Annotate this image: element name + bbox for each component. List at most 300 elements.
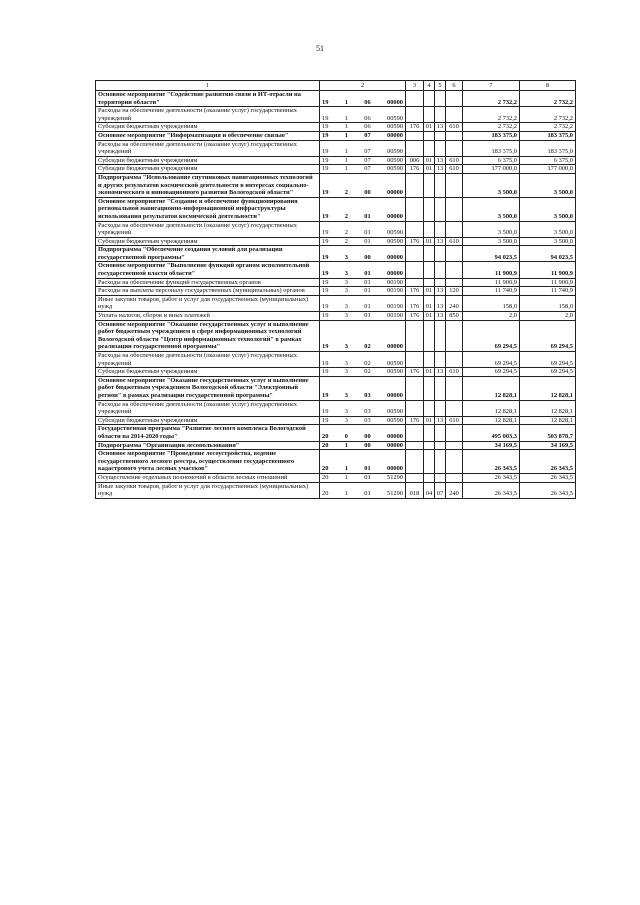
row-ministry <box>406 320 424 351</box>
target-code-part: 2 <box>344 229 348 237</box>
row-expense-type: 610 <box>446 237 463 246</box>
target-code-part: 00590 <box>387 237 403 245</box>
row-expense-type: 850 <box>446 312 463 321</box>
row-amount-year-2: 34 169,5 <box>520 441 576 450</box>
table-row <box>96 140 576 156</box>
row-amount-year-2: 183 375,0 <box>520 140 576 156</box>
row-ministry: 176 <box>406 237 424 246</box>
target-code-part: 3 <box>344 416 348 424</box>
row-subsection <box>435 450 446 474</box>
row-amount-year-1: 2,0 <box>463 312 520 321</box>
target-code-part: 3 <box>344 368 348 376</box>
target-code-part: 01 <box>364 465 371 473</box>
target-code-parts <box>320 392 405 400</box>
table-row <box>96 91 576 107</box>
table-row <box>96 173 576 197</box>
target-code-part: 00 <box>364 189 371 197</box>
row-ministry <box>406 450 424 474</box>
row-amount-year-1: 11 900,9 <box>463 262 520 278</box>
target-code-part: 00590 <box>387 408 403 416</box>
target-code-parts <box>320 465 405 473</box>
row-section <box>424 278 435 287</box>
row-ministry <box>406 425 424 441</box>
target-code-parts <box>320 123 405 131</box>
row-amount-year-1: 2 732,2 <box>463 123 520 132</box>
row-subsection <box>435 262 446 278</box>
row-ministry <box>406 197 424 221</box>
row-amount-year-2: 3 500,0 <box>520 221 576 237</box>
target-code-part: 00190 <box>387 287 403 295</box>
table-row <box>96 123 576 132</box>
target-code-parts <box>320 148 405 156</box>
target-code-part: 03 <box>364 408 371 416</box>
target-code-part: 19 <box>322 270 329 278</box>
target-code-part: 19 <box>322 148 329 156</box>
row-amount-year-2: 158,0 <box>520 295 576 311</box>
row-target-code <box>320 278 406 287</box>
row-target-code <box>320 197 406 221</box>
target-code-part: 00000 <box>387 465 403 473</box>
target-code-part: 20 <box>322 490 329 498</box>
row-subsection: 13 <box>435 368 446 377</box>
target-code-part: 06 <box>364 114 371 122</box>
row-expense-type: 610 <box>446 165 463 174</box>
row-section <box>424 173 435 197</box>
target-code-part: 1 <box>344 465 348 473</box>
header-cell: 7 <box>463 81 520 91</box>
target-code-part: 1 <box>344 490 348 498</box>
target-code-part: 00190 <box>387 278 403 286</box>
target-code-part: 3 <box>344 253 348 261</box>
row-amount-year-1: 69 294,5 <box>463 352 520 368</box>
row-name: Основное мероприятие "Выполнение функций органом исполнительной государственной власти области" <box>96 262 320 278</box>
row-subsection <box>435 278 446 287</box>
row-target-code <box>320 295 406 311</box>
table-row <box>96 165 576 174</box>
row-subsection <box>435 107 446 123</box>
target-code-part: 07 <box>364 156 371 164</box>
row-section <box>424 246 435 262</box>
row-section <box>424 221 435 237</box>
budget-table <box>95 80 576 499</box>
row-amount-year-1: 69 294,5 <box>463 368 520 377</box>
row-amount-year-1: 177 000,0 <box>463 165 520 174</box>
target-code-part: 00000 <box>387 432 403 440</box>
target-code-part: 01 <box>364 229 371 237</box>
target-code-part: 06 <box>364 98 371 106</box>
row-section <box>424 441 435 450</box>
row-expense-type <box>446 221 463 237</box>
row-amount-year-1: 3 500,0 <box>463 221 520 237</box>
row-ministry <box>406 473 424 482</box>
table-row <box>96 156 576 165</box>
row-ministry <box>406 140 424 156</box>
row-target-code <box>320 441 406 450</box>
header-cell: 6 <box>446 81 463 91</box>
target-code-part: 20 <box>322 465 329 473</box>
row-amount-year-1: 158,0 <box>463 295 520 311</box>
row-target-code <box>320 450 406 474</box>
target-code-part: 00000 <box>387 253 403 261</box>
row-name: Уплата налогов, сборов и иных платежей <box>96 312 320 321</box>
table-row <box>96 320 576 351</box>
row-name: Государственная программа "Развитие лесного комплекса Вологодской области на 2014-2020 годы" <box>96 425 320 441</box>
row-subsection <box>435 197 446 221</box>
table-row <box>96 450 576 474</box>
row-expense-type: 610 <box>446 368 463 377</box>
target-code-parts <box>320 442 405 450</box>
target-code-part: 1 <box>344 441 348 449</box>
target-code-part: 00590 <box>387 229 403 237</box>
row-name: Субсидии бюджетным учреждениям <box>96 416 320 425</box>
target-code-parts <box>320 254 405 262</box>
row-section: 04 <box>424 482 435 498</box>
table-row <box>96 376 576 400</box>
row-amount-year-1: 2 732,2 <box>463 91 520 107</box>
target-code-part: 3 <box>344 312 348 320</box>
target-code-parts <box>320 433 405 441</box>
row-subsection: 13 <box>435 165 446 174</box>
target-code-part: 3 <box>344 303 348 311</box>
row-subsection <box>435 425 446 441</box>
row-section: 01 <box>424 295 435 311</box>
row-name: Субсидии бюджетным учреждениям <box>96 123 320 132</box>
row-amount-year-2: 3 500,0 <box>520 237 576 246</box>
header-cell: 2 <box>320 81 406 91</box>
target-code-part: 19 <box>322 114 329 122</box>
row-amount-year-2: 11 900,9 <box>520 262 576 278</box>
target-code-part: 19 <box>322 359 329 367</box>
row-target-code <box>320 156 406 165</box>
row-expense-type <box>446 173 463 197</box>
row-ministry <box>406 400 424 416</box>
row-expense-type <box>446 352 463 368</box>
row-name: Иные закупки товаров, работ и услуг для государственных (муниципальных) нужд <box>96 295 320 311</box>
row-section: 01 <box>424 416 435 425</box>
row-section <box>424 352 435 368</box>
row-section: 01 <box>424 237 435 246</box>
row-target-code <box>320 91 406 107</box>
row-expense-type: 240 <box>446 482 463 498</box>
row-ministry <box>406 376 424 400</box>
target-code-part: 00 <box>364 253 371 261</box>
target-code-part: 02 <box>364 343 371 351</box>
row-subsection <box>435 131 446 140</box>
header-cell: 5 <box>435 81 446 91</box>
row-subsection <box>435 221 446 237</box>
row-subsection: 13 <box>435 156 446 165</box>
target-code-part: 1 <box>344 165 348 173</box>
row-name: Основное мероприятие "Содействие развитию связи и ИТ-отрасли на территории области" <box>96 91 320 107</box>
row-ministry <box>406 221 424 237</box>
row-amount-year-1: 12 828,1 <box>463 416 520 425</box>
row-amount-year-2: 6 375,0 <box>520 156 576 165</box>
table-row <box>96 237 576 246</box>
table-row <box>96 400 576 416</box>
target-code-part: 1 <box>344 114 348 122</box>
target-code-part: 19 <box>322 156 329 164</box>
target-code-parts <box>320 490 405 498</box>
row-ministry <box>406 91 424 107</box>
table-row <box>96 473 576 482</box>
row-target-code <box>320 312 406 321</box>
row-section <box>424 197 435 221</box>
row-amount-year-2: 3 500,0 <box>520 173 576 197</box>
row-subsection <box>435 352 446 368</box>
target-code-parts <box>320 115 405 123</box>
row-section <box>424 400 435 416</box>
row-subsection: 13 <box>435 123 446 132</box>
row-target-code <box>320 173 406 197</box>
row-section <box>424 376 435 400</box>
row-amount-year-2: 26 343,5 <box>520 450 576 474</box>
row-amount-year-2: 69 294,5 <box>520 320 576 351</box>
target-code-part: 00000 <box>387 391 403 399</box>
row-ministry: 176 <box>406 165 424 174</box>
row-name: Субсидии бюджетным учреждениям <box>96 165 320 174</box>
target-code-parts <box>320 417 405 425</box>
row-name: Подпрограмма "Обеспечение создания условий для реализации государственной программы" <box>96 246 320 262</box>
row-subsection: 13 <box>435 416 446 425</box>
row-ministry: 176 <box>406 416 424 425</box>
header-cell: 1 <box>96 81 320 91</box>
row-amount-year-2: 2,0 <box>520 312 576 321</box>
row-target-code <box>320 262 406 278</box>
target-code-parts <box>320 343 405 351</box>
row-subsection <box>435 140 446 156</box>
target-code-part: 3 <box>344 343 348 351</box>
row-ministry: 176 <box>406 123 424 132</box>
row-name: Основное мероприятие "Оказание государственных услуг и выполнение работ бюджетным учреждением Вологодской области "Электронный регион" в рамках реализации государственной программы" <box>96 376 320 400</box>
target-code-part: 00 <box>364 432 371 440</box>
target-code-part: 00590 <box>387 156 403 164</box>
row-subsection <box>435 400 446 416</box>
header-row <box>96 81 576 91</box>
target-code-part: 19 <box>322 287 329 295</box>
target-code-part: 51290 <box>387 473 403 481</box>
table-row <box>96 197 576 221</box>
target-code-parts <box>320 213 405 221</box>
row-amount-year-2: 12 828,1 <box>520 400 576 416</box>
row-target-code <box>320 287 406 296</box>
target-code-part: 19 <box>322 237 329 245</box>
row-section <box>424 320 435 351</box>
target-code-part: 0 <box>344 432 348 440</box>
target-code-part: 1 <box>344 156 348 164</box>
row-section <box>424 91 435 107</box>
row-name: Расходы на обеспечение функций государственных органов <box>96 278 320 287</box>
target-code-part: 3 <box>344 359 348 367</box>
row-target-code <box>320 352 406 368</box>
row-ministry <box>406 173 424 197</box>
row-ministry <box>406 352 424 368</box>
target-code-parts <box>320 238 405 246</box>
budget-table-container <box>95 80 575 499</box>
row-section: 01 <box>424 123 435 132</box>
row-ministry: 176 <box>406 295 424 311</box>
target-code-parts <box>320 99 405 107</box>
target-code-part: 01 <box>364 287 371 295</box>
target-code-part: 1 <box>344 131 348 139</box>
row-expense-type <box>446 91 463 107</box>
row-name: Расходы на обеспечение деятельности (оказание услуг) государственных учреждений <box>96 140 320 156</box>
row-expense-type <box>446 425 463 441</box>
table-row <box>96 131 576 140</box>
row-amount-year-2: 12 828,1 <box>520 376 576 400</box>
row-target-code <box>320 131 406 140</box>
row-ministry <box>406 107 424 123</box>
row-amount-year-1: 26 343,5 <box>463 473 520 482</box>
target-code-part: 01 <box>364 473 371 481</box>
row-amount-year-2: 11 900,9 <box>520 278 576 287</box>
row-amount-year-1: 183 375,0 <box>463 131 520 140</box>
row-target-code <box>320 400 406 416</box>
row-section: 01 <box>424 165 435 174</box>
target-code-parts <box>320 474 405 482</box>
row-amount-year-2: 94 023,5 <box>520 246 576 262</box>
row-name: Иные закупки товаров, работ и услуг для государственных (муниципальных) нужд <box>96 482 320 498</box>
row-subsection: 13 <box>435 295 446 311</box>
target-code-parts <box>320 303 405 311</box>
row-target-code <box>320 107 406 123</box>
target-code-part: 19 <box>322 165 329 173</box>
row-subsection <box>435 473 446 482</box>
row-subsection <box>435 376 446 400</box>
row-target-code <box>320 123 406 132</box>
row-target-code <box>320 246 406 262</box>
target-code-part: 19 <box>322 131 329 139</box>
target-code-part: 00590 <box>387 123 403 131</box>
row-subsection <box>435 173 446 197</box>
target-code-parts <box>320 157 405 165</box>
target-code-part: 07 <box>364 131 371 139</box>
row-amount-year-1: 3 500,0 <box>463 173 520 197</box>
target-code-part: 00000 <box>387 131 403 139</box>
row-target-code <box>320 140 406 156</box>
target-code-part: 2 <box>344 237 348 245</box>
table-row <box>96 221 576 237</box>
row-subsection: 13 <box>435 312 446 321</box>
row-subsection <box>435 246 446 262</box>
row-name: Субсидии бюджетным учреждениям <box>96 237 320 246</box>
target-code-part: 07 <box>364 165 371 173</box>
row-section <box>424 425 435 441</box>
row-name: Расходы на выплаты персоналу государственных (муниципальных) органов <box>96 287 320 296</box>
row-expense-type <box>446 140 463 156</box>
row-name: Подпрограмма "Использование спутниковых навигационных технологий и других результатов космической деятельности в интересах социально-экономического и инновационного развития Вологодской области" <box>96 173 320 197</box>
table-row <box>96 425 576 441</box>
target-code-parts <box>320 165 405 173</box>
target-code-part: 1 <box>344 473 348 481</box>
target-code-part: 19 <box>322 416 329 424</box>
row-ministry: 006 <box>406 156 424 165</box>
target-code-part: 1 <box>344 123 348 131</box>
row-amount-year-1: 6 375,0 <box>463 156 520 165</box>
target-code-part: 01 <box>364 490 371 498</box>
target-code-part: 02 <box>364 359 371 367</box>
table-row <box>96 246 576 262</box>
row-amount-year-1: 495 003,3 <box>463 425 520 441</box>
row-target-code <box>320 425 406 441</box>
row-amount-year-1: 12 828,1 <box>463 376 520 400</box>
row-amount-year-2: 26 343,5 <box>520 482 576 498</box>
table-row <box>96 441 576 450</box>
target-code-part: 00000 <box>387 441 403 449</box>
row-name: Основное мероприятие "Оказание государственных услуг и выполнение работ бюджетным учреждением в сфере информационных технологий Вологодской области "Центр информационных технологий" в рамках реализации государственной программы" <box>96 320 320 351</box>
table-row <box>96 278 576 287</box>
row-amount-year-1: 11 740,9 <box>463 287 520 296</box>
target-code-part: 01 <box>364 212 371 220</box>
row-amount-year-1: 3 500,0 <box>463 237 520 246</box>
target-code-part: 00590 <box>387 148 403 156</box>
row-expense-type <box>446 131 463 140</box>
row-subsection <box>435 320 446 351</box>
header-cell: 8 <box>520 81 576 91</box>
target-code-part: 19 <box>322 312 329 320</box>
table-row <box>96 368 576 377</box>
target-code-parts <box>320 287 405 295</box>
target-code-part: 01 <box>364 237 371 245</box>
row-section: 01 <box>424 368 435 377</box>
target-code-part: 3 <box>344 391 348 399</box>
target-code-part: 19 <box>322 253 329 261</box>
target-code-part: 3 <box>344 270 348 278</box>
target-code-part: 00590 <box>387 165 403 173</box>
target-code-part: 06 <box>364 123 371 131</box>
row-amount-year-2: 183 375,0 <box>520 131 576 140</box>
row-subsection: 13 <box>435 237 446 246</box>
target-code-part: 00190 <box>387 312 403 320</box>
target-code-part: 00590 <box>387 368 403 376</box>
target-code-part: 00590 <box>387 114 403 122</box>
row-amount-year-1: 26 343,5 <box>463 450 520 474</box>
target-code-part: 19 <box>322 189 329 197</box>
row-name: Основное мероприятие "Проведение лесоустройства, ведение государственного лесного реестра, осуществление государственного кадастрового учета лесных участков" <box>96 450 320 474</box>
row-ministry: 176 <box>406 368 424 377</box>
row-ministry <box>406 441 424 450</box>
row-amount-year-1: 34 169,5 <box>463 441 520 450</box>
target-code-part: 2 <box>344 212 348 220</box>
row-target-code <box>320 165 406 174</box>
target-code-parts <box>320 368 405 376</box>
target-code-parts <box>320 408 405 416</box>
target-code-part: 00000 <box>387 98 403 106</box>
row-expense-type <box>446 197 463 221</box>
table-row <box>96 295 576 311</box>
row-ministry: 176 <box>406 287 424 296</box>
row-ministry: 018 <box>406 482 424 498</box>
row-name: Подпрограмма "Организация лесопользования" <box>96 441 320 450</box>
target-code-part: 01 <box>364 303 371 311</box>
row-target-code <box>320 473 406 482</box>
table-row <box>96 107 576 123</box>
header-cell: 3 <box>406 81 424 91</box>
target-code-part: 20 <box>322 432 329 440</box>
target-code-part: 20 <box>322 441 329 449</box>
row-name: Субсидии бюджетным учреждениям <box>96 368 320 377</box>
table-row <box>96 482 576 498</box>
target-code-part: 07 <box>364 148 371 156</box>
target-code-part: 3 <box>344 287 348 295</box>
target-code-part: 01 <box>364 312 371 320</box>
header-cell: 4 <box>424 81 435 91</box>
target-code-parts <box>320 229 405 237</box>
row-expense-type <box>446 107 463 123</box>
target-code-part: 00 <box>364 441 371 449</box>
row-target-code <box>320 221 406 237</box>
target-code-part: 00590 <box>387 416 403 424</box>
row-ministry <box>406 278 424 287</box>
